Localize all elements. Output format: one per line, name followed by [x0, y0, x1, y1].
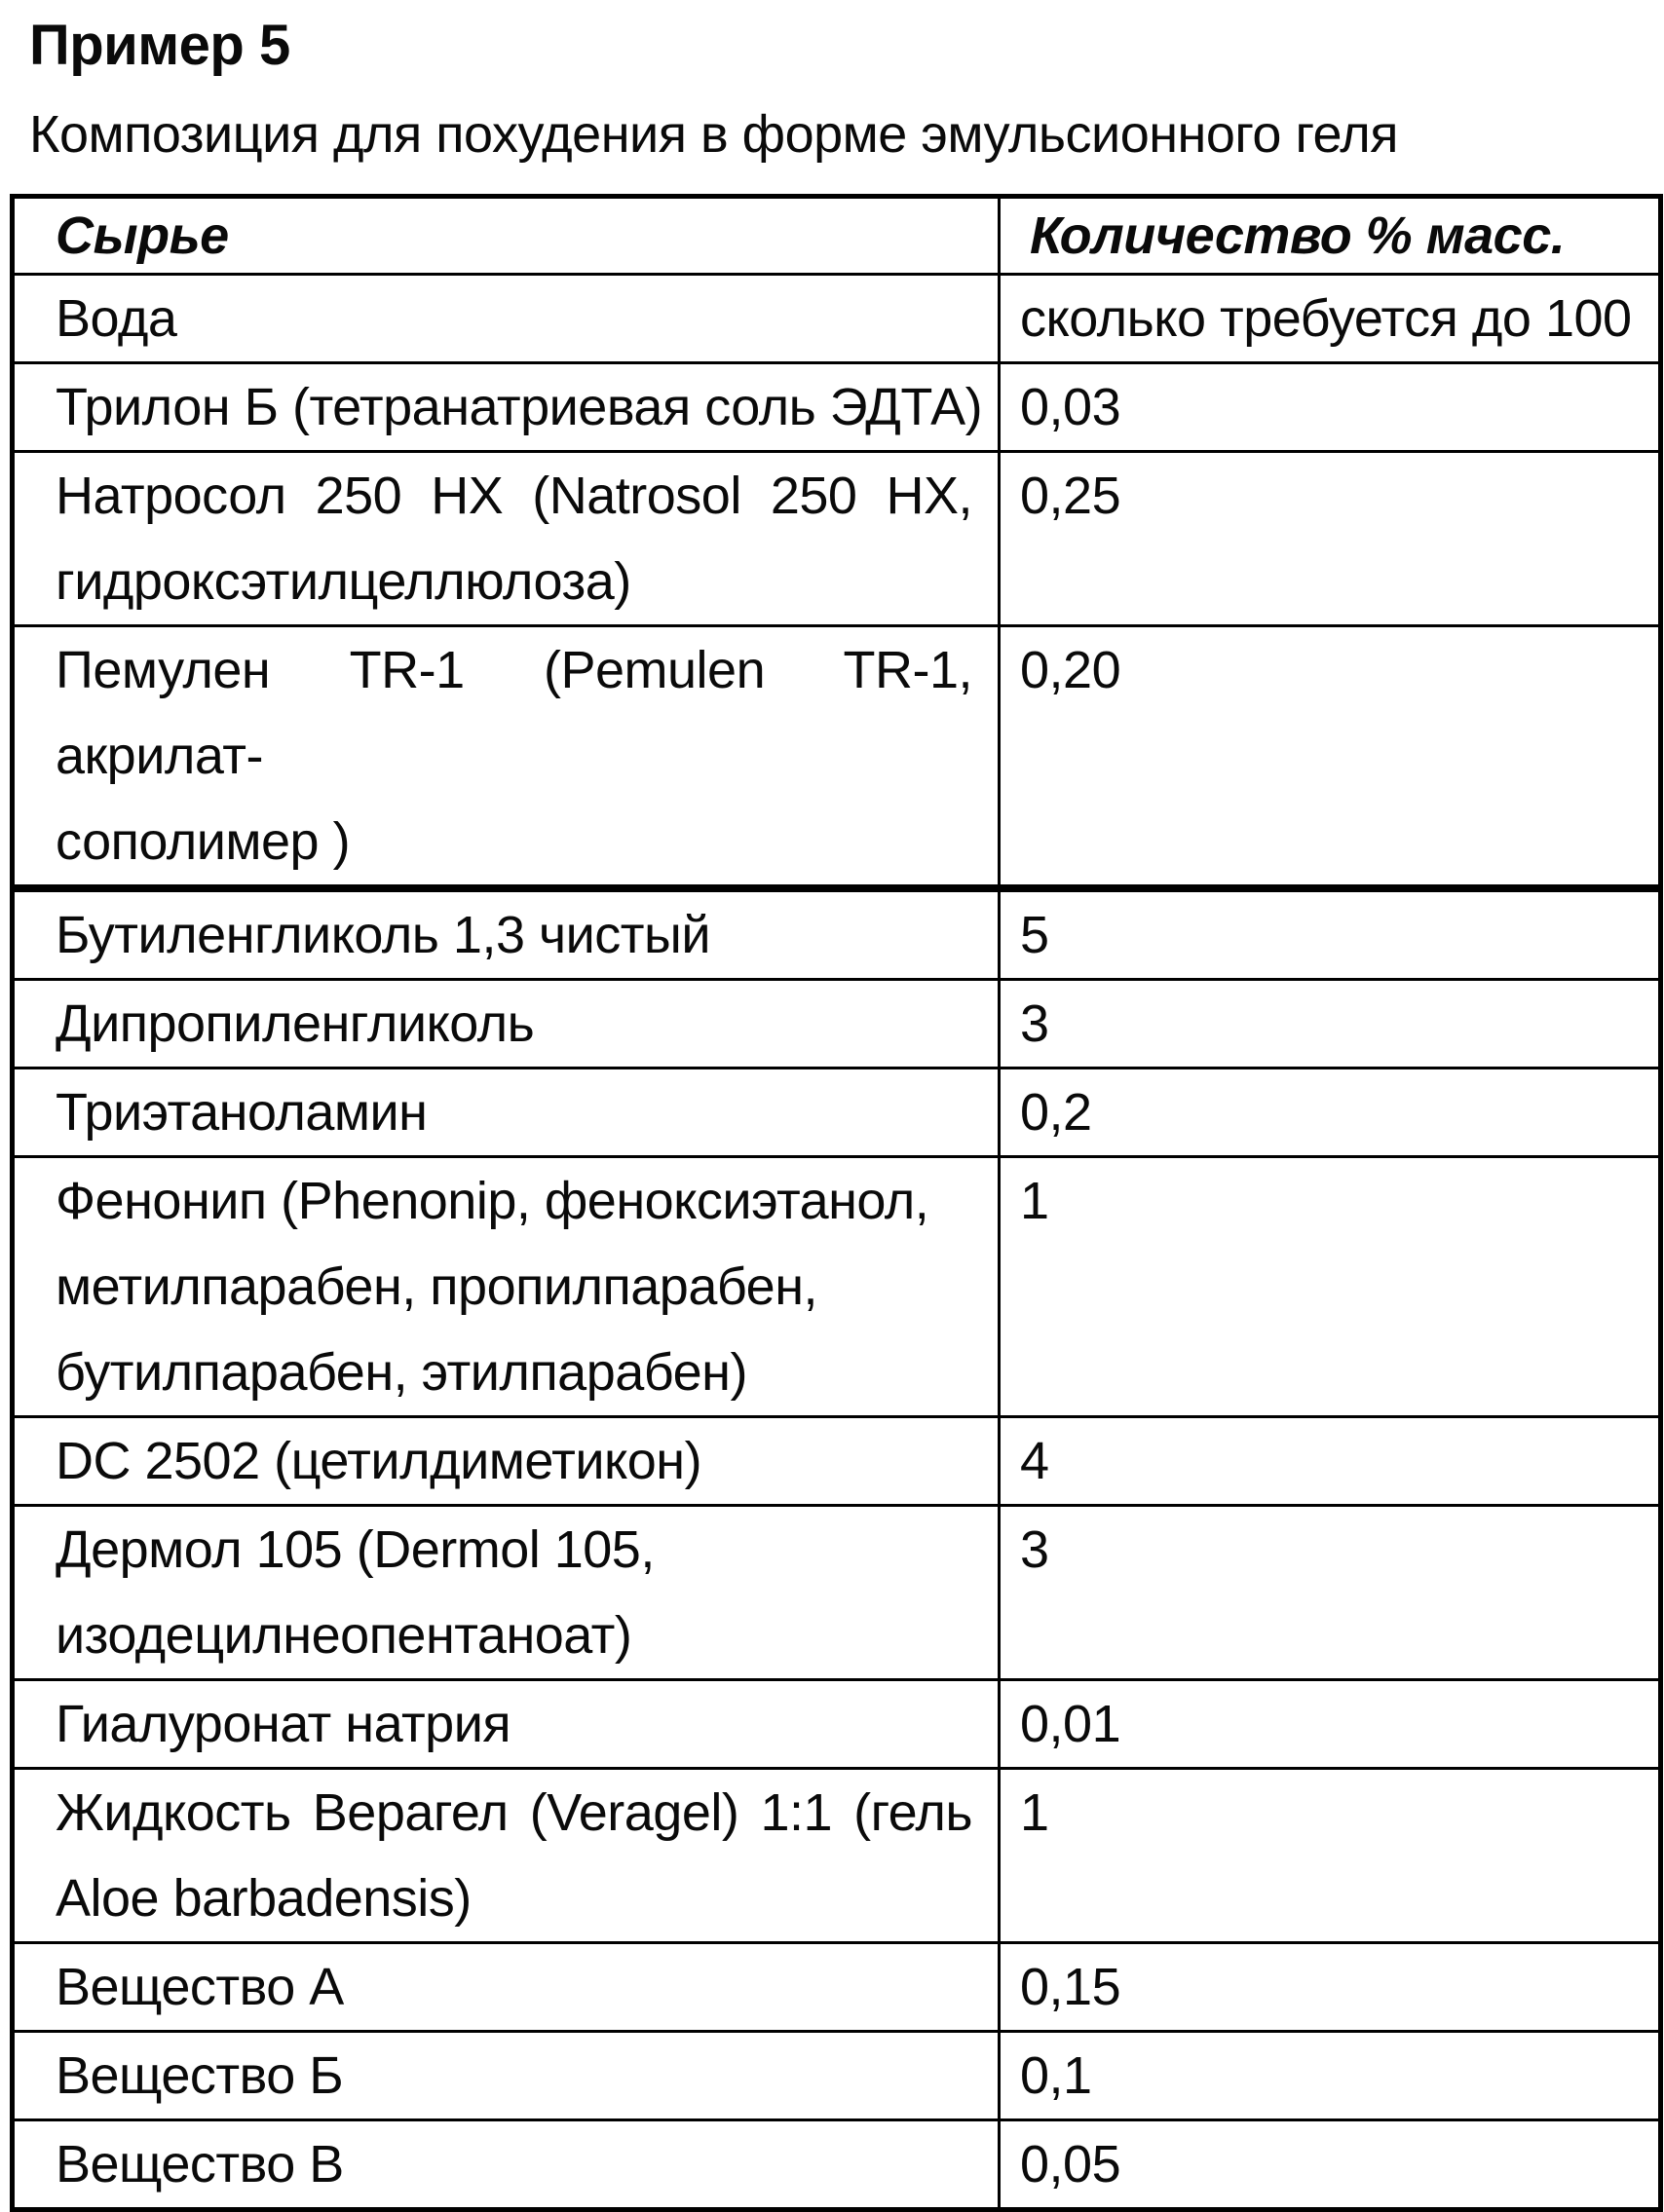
material-line: Жидкость Верагел (Veragel) 1:1 (гель — [56, 1782, 972, 1842]
amount-cell: 0,01 — [1000, 1679, 1661, 1768]
material-line: Триэтаноламин — [56, 1082, 428, 1142]
amount-cell: 1 — [1000, 1156, 1661, 1416]
material-cell — [13, 888, 1000, 980]
material-cell — [13, 274, 1000, 362]
amount-cell: 0,20 — [1000, 625, 1661, 888]
table-row — [13, 1942, 1661, 2031]
document-page — [0, 14, 1664, 2193]
table-row — [13, 625, 1661, 888]
amount-cell: 3 — [1000, 979, 1661, 1068]
table-row — [13, 1156, 1661, 1416]
material-cell — [13, 1768, 1000, 1942]
header-material: Сырье — [13, 196, 1000, 274]
material-line: DC 2502 (цетилдиметикон) — [56, 1431, 702, 1490]
material-line: гидроксэтилцеллюлоза) — [56, 551, 631, 611]
material-cell — [13, 625, 1000, 888]
material-line: Натросол 250 HX (Natrosol 250 HX, — [56, 466, 972, 525]
amount-cell: 0,2 — [1000, 1068, 1661, 1156]
table-row — [13, 1768, 1661, 1942]
material-cell — [13, 2119, 1000, 2209]
table-row — [13, 2031, 1661, 2119]
material-line: Вещество А — [56, 1957, 344, 2016]
amount-cell: 0,05 — [1000, 2119, 1661, 2209]
amount-cell: 5 — [1000, 888, 1661, 980]
material-line: Aloe barbadensis) — [56, 1868, 472, 1928]
material-line: Пемулен TR-1 (Pemulen TR-1, акрилат- — [56, 640, 972, 785]
material-cell — [13, 451, 1000, 625]
material-line: Дипропиленгликоль — [56, 994, 535, 1053]
material-line: Фенонип (Phenonip, феноксиэтанол, — [56, 1171, 929, 1230]
material-cell — [13, 2031, 1000, 2119]
material-line: метилпарабен, пропилпарабен, — [56, 1256, 818, 1316]
material-cell — [13, 1068, 1000, 1156]
table-row — [13, 1068, 1661, 1156]
material-line: изодецилнеопентаноат) — [56, 1605, 632, 1665]
material-line: Дермол 105 (Dermol 105, — [56, 1519, 655, 1579]
page-title: Пример 5 — [29, 14, 290, 77]
amount-cell: 4 — [1000, 1416, 1661, 1505]
table-body — [13, 274, 1661, 2209]
table-row — [13, 362, 1661, 451]
amount-cell: 3 — [1000, 1505, 1661, 1679]
amount-cell: 0,03 — [1000, 362, 1661, 451]
material-line: Вещество Б — [56, 2045, 344, 2105]
table-row — [13, 1679, 1661, 1768]
material-cell — [13, 1156, 1000, 1416]
amount-cell: 1 — [1000, 1768, 1661, 1942]
material-line: сополимер ) — [56, 811, 351, 871]
table-row — [13, 274, 1661, 362]
amount-cell: 0,15 — [1000, 1942, 1661, 2031]
table-row — [13, 451, 1661, 625]
amount-cell: 0,25 — [1000, 451, 1661, 625]
amount-cell: сколько требуется до 100 — [1000, 274, 1661, 362]
header-amount: Количество % масс. — [1000, 196, 1661, 274]
material-cell — [13, 1942, 1000, 2031]
page-subtitle: Композиция для похудения в форме эмульсионного геля — [29, 104, 1398, 164]
material-line: Вода — [56, 288, 177, 348]
amount-cell: 0,1 — [1000, 2031, 1661, 2119]
material-cell — [13, 1416, 1000, 1505]
material-line: Бутиленгликоль 1,3 чистый — [56, 905, 710, 964]
material-line: Гиалуронат натрия — [56, 1694, 511, 1753]
material-cell — [13, 362, 1000, 451]
material-cell — [13, 1505, 1000, 1679]
material-line: Вещество В — [56, 2134, 344, 2193]
material-line: бутилпарабен, этилпарабен) — [56, 1342, 747, 1402]
table-row — [13, 1416, 1661, 1505]
table-row — [13, 979, 1661, 1068]
material-cell — [13, 1679, 1000, 1768]
table-row — [13, 888, 1661, 980]
material-cell — [13, 979, 1000, 1068]
composition-table — [10, 194, 1663, 2212]
material-line: Трилон Б (тетранатриевая соль ЭДТА) — [56, 377, 983, 436]
table-row — [13, 1505, 1661, 1679]
table-header-row — [13, 196, 1661, 274]
table-row — [13, 2119, 1661, 2209]
